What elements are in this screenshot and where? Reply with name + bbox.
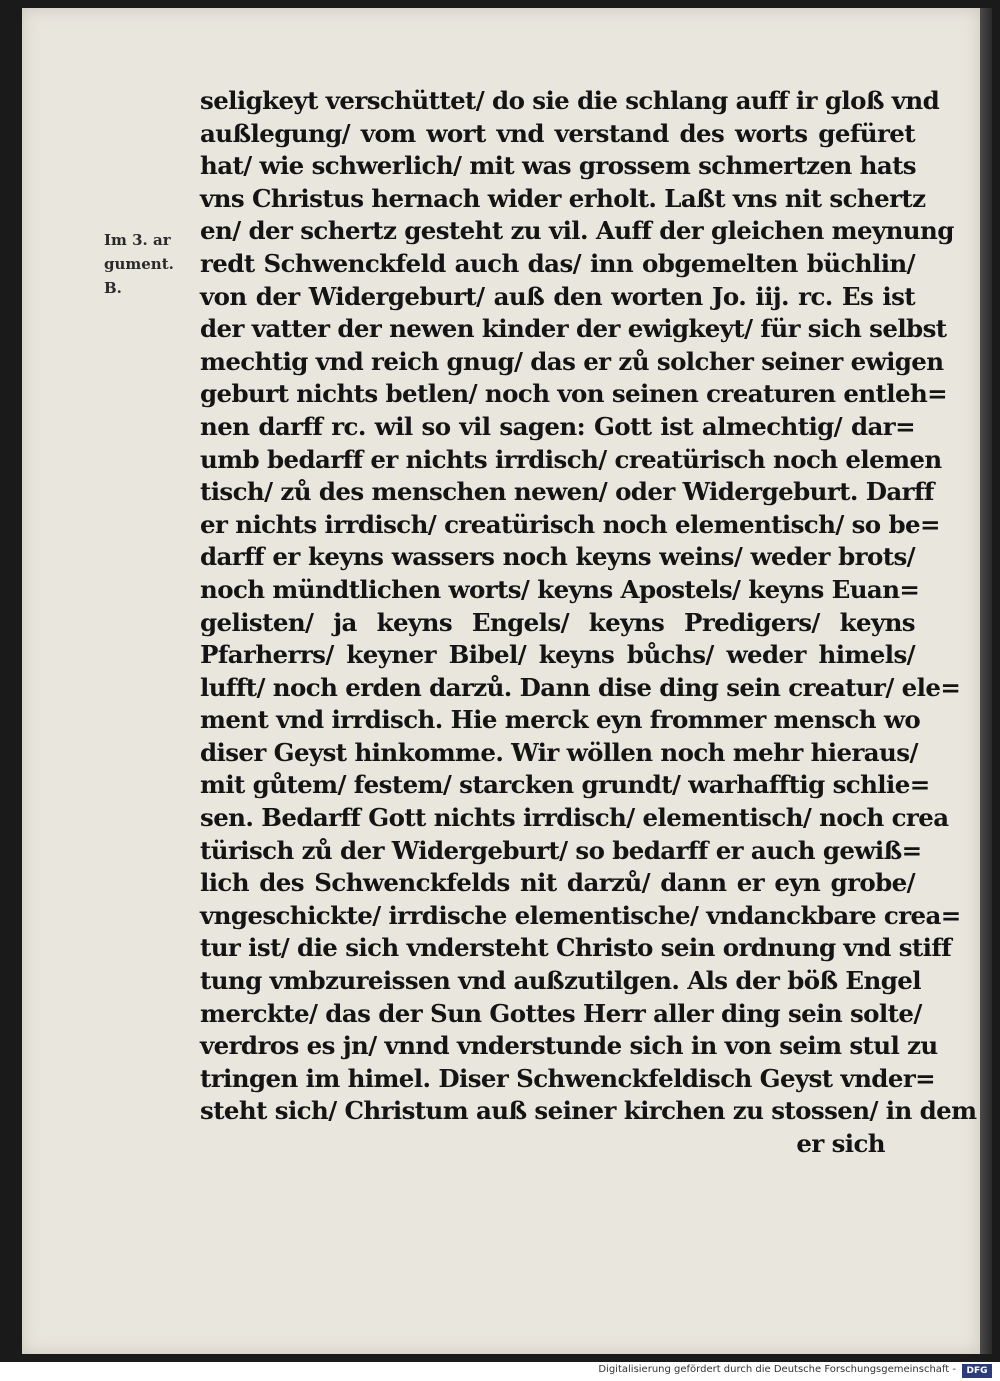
text-line: en/ der schertz gesteht zu vil. Auff der gleichen meynung xyxy=(200,216,954,246)
text-line: vns Christus hernach wider erholt. Laßt vns nit schertz xyxy=(200,183,926,213)
text-line: sen. Bedarff Gott nichts irrdisch/ elementisch/ noch crea xyxy=(200,803,949,833)
text-line: noch mündtlichen worts/ keyns Apostels/ keyns Euan= xyxy=(200,574,920,604)
text-line: von der Widergeburt/ auß den worten Jo. iij. rc. Es ist xyxy=(200,281,915,311)
text-line: mechtig vnd reich gnug/ das er zů solcher seiner ewigen xyxy=(200,346,944,376)
text-line: umb bedarff er nichts irrdisch/ creatürisch noch elemen xyxy=(200,444,942,474)
marginal-note-line: Im 3. ar xyxy=(104,231,171,249)
marginal-note xyxy=(104,228,196,300)
marginal-note-line: gument. xyxy=(104,255,174,273)
text-line: vngeschickte/ irrdische elementische/ vndanckbare crea= xyxy=(200,900,961,930)
text-line: Pfarherrs/ keyner Bibel/ keyns bůchs/ weder himels/ xyxy=(200,640,915,670)
text-line: gelisten/ ja keyns Engels/ keyns Predigers/ keyns xyxy=(200,607,915,637)
marginal-note-line: B. xyxy=(104,279,122,297)
text-line: ment vnd irrdisch. Hie merck eyn frommer mensch wo xyxy=(200,705,921,735)
footer-bar xyxy=(0,1362,1000,1381)
text-line: tur ist/ die sich vndersteht Christo sein ordnung vnd stiff xyxy=(200,933,952,963)
text-line: tisch/ zů des menschen newen/ oder Widergeburt. Darff xyxy=(200,477,934,507)
text-line: tringen im himel. Diser Schwenckfeldisch Geyst vnder= xyxy=(200,1063,936,1093)
text-line: seligkeyt verschüttet/ do sie die schlang auff ir gloß vnd xyxy=(200,86,940,115)
text-line: der vatter der newen kinder der ewigkeyt/ für sich selbst xyxy=(200,314,947,344)
text-line: er nichts irrdisch/ creatürisch noch elementisch/ so be= xyxy=(200,509,940,539)
text-line: verdros es jn/ vnnd vnderstunde sich in von seim stul zu xyxy=(200,1031,938,1061)
text-line: steht sich/ Christum auß seiner kirchen zu stossen/ in dem xyxy=(200,1096,977,1126)
text-line: lufft/ noch erden darzů. Dann dise ding sein creatur/ ele= xyxy=(200,672,961,702)
page-edge xyxy=(980,8,992,1354)
catchword: er sich xyxy=(796,1129,885,1158)
body-text xyxy=(200,85,977,1161)
text-line: redt Schwenckfeld auch das/ inn obgemelten büchlin/ xyxy=(200,248,915,278)
funding-notice: Digitalisierung gefördert durch die Deutsche Forschungsgemeinschaft - xyxy=(598,1364,956,1375)
text-line: mit gůtem/ festem/ starcken grundt/ warhafftig schlie= xyxy=(200,770,930,800)
text-line: merckte/ das der Sun Gottes Herr aller ding sein solte/ xyxy=(200,998,922,1028)
text-line: tung vmbzureissen vnd außzutilgen. Als der böß Engel xyxy=(200,966,921,996)
text-line: geburt nichts betlen/ noch von seinen creaturen entleh= xyxy=(200,379,948,409)
dfg-logo: DFG xyxy=(962,1364,992,1378)
text-line: außlegung/ vom wort vnd verstand des worts gefüret xyxy=(200,118,915,148)
text-line: hat/ wie schwerlich/ mit was grossem schmertzen hats xyxy=(200,151,917,181)
text-line: türisch zů der Widergeburt/ so bedarff er auch gewiß= xyxy=(200,835,922,865)
text-line: diser Geyst hinkomme. Wir wöllen noch mehr hieraus/ xyxy=(200,737,918,767)
text-line: nen darff rc. wil so vil sagen: Gott ist almechtig/ dar= xyxy=(200,411,915,441)
text-line: darff er keyns wassers noch keyns weins/ weder brots/ xyxy=(200,542,915,572)
text-line: lich des Schwenckfelds nit darzů/ dann er eyn grobe/ xyxy=(200,868,915,898)
